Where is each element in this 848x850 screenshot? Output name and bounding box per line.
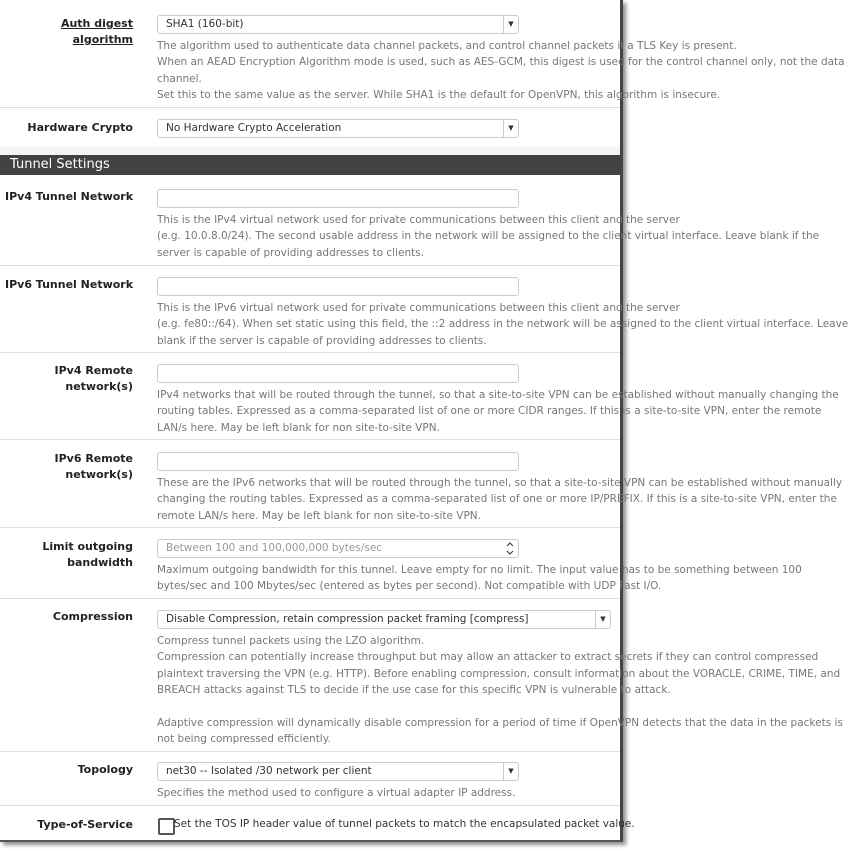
section-header: Tunnel Settings xyxy=(0,155,620,175)
ipv4-remote-label: IPv4 Remote network(s) xyxy=(54,364,133,393)
topology-row xyxy=(0,752,620,806)
ipv6-tunnel-input[interactable] xyxy=(157,277,519,296)
help-line: (e.g. fe80::/64). When set static using this field, the ::2 address in the network will be assigned to the client virtual interface. Leave xyxy=(157,318,848,331)
help-line: plaintext traversing the VPN (e.g. HTTP). Before enabling compression, consult information about the VORACLE, CRIME, TIME, and xyxy=(157,667,841,680)
ipv4-remote-help xyxy=(157,387,839,436)
help-line: These are the IPv6 networks that will be routed through the tunnel, so that a site-to-site VPN can be established without manually xyxy=(157,477,843,489)
ipv4-remote-input[interactable] xyxy=(157,364,519,383)
ipv6-tunnel-label: IPv6 Tunnel Network xyxy=(5,278,134,291)
ipv4-tunnel-row xyxy=(0,175,820,266)
ipv6-remote-help xyxy=(157,475,842,524)
topology-select[interactable] xyxy=(157,762,519,781)
help-line: Compress tunnel packets using the LZO algorithm. xyxy=(157,635,425,647)
auth-digest-value: SHA1 (160-bit) xyxy=(166,18,244,30)
ipv6-remote-row xyxy=(0,440,843,528)
hardware-crypto-value: No Hardware Crypto Acceleration xyxy=(166,122,342,134)
help-line: remote LAN/s here. May be left blank for non site-to-site VPN. xyxy=(157,509,481,522)
help-line: changing the routing tables. Expressed as a comma-separated list of one or more IP/PREFIX. If this is a site-to-site VPN, enter the xyxy=(157,493,837,506)
hardware-crypto-row xyxy=(0,108,620,147)
help-line: LAN/s here. May be left blank for non site-to-site VPN. xyxy=(157,421,440,434)
help-line: BREACH attacks against TLS to decide if the use case for this specific VPN is vulnerable to attack. xyxy=(157,684,671,697)
ipv6-remote-input[interactable] xyxy=(157,452,519,471)
compression-value: Disable Compression, retain compression packet framing [compress] xyxy=(166,613,529,625)
help-line: When an AEAD Encryption Algorithm mode is used, such as AES-GCM, this digest is used for the control channel only, not the data xyxy=(157,56,845,69)
auth-digest-label: Auth digest algorithm xyxy=(60,17,133,46)
help-line: IPv4 networks that will be routed through the tunnel, so that a site-to-site VPN can be established without manually changing the xyxy=(157,389,839,401)
help-line: This is the IPv6 virtual network used for private communications between this client and the server xyxy=(157,302,680,314)
ipv6-tunnel-help xyxy=(157,300,848,349)
hardware-crypto-select[interactable] xyxy=(157,119,519,138)
auth-digest-select[interactable] xyxy=(157,15,519,34)
hardware-crypto-label: Hardware Crypto xyxy=(27,121,133,134)
help-line: Maximum outgoing bandwidth for this tunnel. Leave empty for no limit. The input value has to be something between 100 xyxy=(157,564,802,576)
help-line: routing tables. Expressed as a comma-separated list of one or more CIDR ranges. If this is a site-to-site VPN, enter the remote xyxy=(157,405,822,418)
ipv4-tunnel-label: IPv4 Tunnel Network xyxy=(5,190,134,203)
help-line: Compression can potentially increase throughput but may allow an attacker to extract secrets if they can control compressed xyxy=(157,651,819,664)
help-line: (e.g. 10.0.8.0/24). The second usable address in the network will be assigned to the client virtual interface. Leave blank if the xyxy=(157,230,820,243)
bandwidth-label: Limit outgoing bandwidth xyxy=(42,540,133,569)
ipv4-tunnel-input[interactable] xyxy=(157,189,519,208)
topology-value: net30 -- Isolated /30 network per client xyxy=(166,765,372,777)
auth-digest-row xyxy=(0,0,845,108)
help-line: Set this to the same value as the server. While SHA1 is the default for OpenVPN, this algorithm is insecure. xyxy=(157,89,721,102)
compression-select[interactable] xyxy=(157,610,611,629)
ipv4-tunnel-help xyxy=(157,212,819,261)
ipv6-remote-label: IPv6 Remote network(s) xyxy=(54,452,133,481)
bandwidth-row xyxy=(0,528,802,599)
help-line: not being compressed efficiently. xyxy=(157,733,331,746)
dropdown-arrow-icon: ▼ xyxy=(595,611,610,628)
ipv4-remote-row xyxy=(0,353,839,440)
compression-row xyxy=(0,599,843,752)
help-line: The algorithm used to authenticate data channel packets, and control channel packets if a TLS Key is present. xyxy=(157,40,737,52)
bandwidth-placeholder: Between 100 and 100,000,000 bytes/sec xyxy=(166,542,383,554)
dropdown-arrow-icon: ▼ xyxy=(503,763,518,780)
spinner-icon[interactable] xyxy=(503,540,517,557)
bandwidth-help xyxy=(157,562,802,595)
help-line: server is capable of providing addresses to clients. xyxy=(157,246,425,259)
compression-label: Compression xyxy=(52,610,133,623)
topology-help: Specifies the method used to configure a virtual adapter IP address. xyxy=(157,787,516,799)
help-line: bytes/sec and 100 Mbytes/sec (entered as bytes per second). Not compatible with UDP Fast I/O. xyxy=(157,580,662,593)
panel-gap xyxy=(0,147,620,155)
auth-digest-help xyxy=(157,38,845,104)
help-line xyxy=(157,699,843,715)
bandwidth-input[interactable] xyxy=(157,539,519,558)
help-line: Adaptive compression will dynamically disable compression for a period of time if OpenVPN detects that the data in the packets is xyxy=(157,717,843,730)
dropdown-arrow-icon: ▼ xyxy=(503,120,518,137)
dropdown-arrow-icon: ▼ xyxy=(503,16,518,33)
tos-checkbox-text: Set the TOS IP header value of tunnel packets to match the encapsulated packet value. xyxy=(174,818,635,830)
help-line: channel. xyxy=(157,72,202,85)
ipv6-tunnel-row xyxy=(0,266,848,353)
compression-help xyxy=(157,633,843,748)
help-line: blank if the server is capable of providing addresses to clients. xyxy=(157,334,487,347)
tos-label: Type-of-Service xyxy=(37,818,133,831)
topology-label: Topology xyxy=(77,763,133,776)
help-line: This is the IPv4 virtual network used for private communications between this client and the server xyxy=(157,214,680,226)
tos-checkbox[interactable] xyxy=(158,818,175,835)
